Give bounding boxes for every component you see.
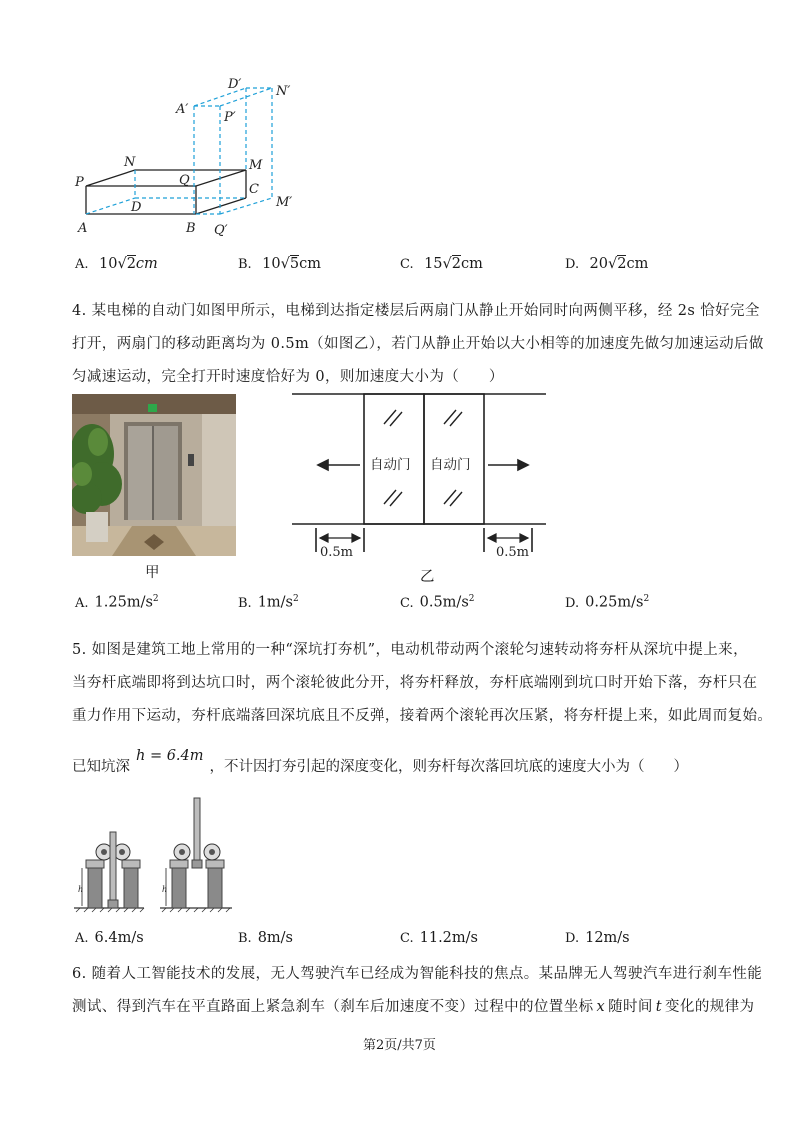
q5-option-c[interactable]: C. 11.2m/s	[400, 930, 478, 946]
label-n-prime: N′	[276, 84, 291, 99]
sqrt-symbol: √	[117, 256, 127, 272]
q3-option-c[interactable]: C. 15√2cm	[400, 256, 483, 272]
label-q: Q	[179, 173, 190, 188]
caption-jia: 甲	[145, 565, 160, 581]
q5-option-b[interactable]: B. 8m/s	[238, 930, 293, 946]
page-footer: 第2页/共7页	[363, 1038, 436, 1053]
label-c: C	[249, 182, 259, 197]
sqrt-symbol: √	[608, 256, 618, 272]
label-d-prime: D′	[228, 77, 242, 92]
q4-option-d[interactable]: D. $0.25m/s^2$	[565, 594, 650, 611]
q3-option-d[interactable]: D. 20√2cm	[565, 256, 649, 272]
label-a: A	[78, 221, 88, 236]
door-diagram	[290, 388, 550, 560]
q3-option-a[interactable]: A. 10√2cm	[75, 256, 158, 272]
sqrt-symbol: √	[442, 256, 452, 272]
q5-option-d[interactable]: D. 12m/s	[565, 930, 630, 946]
q4-option-c[interactable]: C. $0.5m/s^2$	[400, 594, 475, 611]
label-p: P	[75, 175, 84, 190]
q4-option-b[interactable]: B. $1m/s^2$	[238, 594, 299, 611]
rammer-figure	[72, 792, 242, 914]
h-label-right: h	[162, 885, 168, 894]
q5-option-a[interactable]: A. 6.4m/s	[75, 930, 144, 946]
door-label-right: 自动门	[430, 457, 471, 473]
dim-label-left: 0.5m	[320, 545, 354, 560]
q6-stem: 6. 随着人工智能技术的发展，无人驾驶汽车已经成为智能科技的焦点。某品牌无人驾驶汽车进行刹车性能 测试、得到汽车在平直路面上紧急刹车（刹车后加速度不变）过程中的位置坐标 x 随时间 t 变化的规律为	[72, 966, 763, 1015]
q3-option-b[interactable]: B. 10√5cm	[238, 256, 321, 272]
caption-yi: 乙	[420, 569, 435, 585]
label-m-prime: M′	[276, 195, 293, 210]
q5-line4: 已知坑深h = 6.4m，不计因打夯引起的深度变化，则夯杆每次落回坑底的速度大小为（ ）	[72, 748, 689, 775]
h-label-left: h	[78, 885, 84, 894]
elevator-photo	[72, 394, 236, 556]
label-n: N	[124, 155, 136, 170]
dim-label-right: 0.5m	[496, 545, 530, 560]
q4-stem: 4. 某电梯的自动门如图甲所示，电梯到达指定楼层后两扇门从静止开始同时向两侧平移，经 2s 恰好完全 打开，两扇门的移动距离均为 0.5m（如图乙），若门从静止开始以大小相等的加速度先做匀加速运动后做 匀减速运动，完全打开时速度恰好为 0，则加速度大小为（ ）	[72, 303, 764, 385]
label-a-prime: A′	[176, 102, 189, 117]
label-b: B	[186, 221, 196, 236]
label-q-prime: Q′	[214, 223, 228, 238]
door-label-left: 自动门	[370, 457, 411, 473]
depth-formula: h = 6.4m	[136, 748, 204, 764]
cuboid-figure	[70, 72, 310, 242]
q4-option-a[interactable]: A. $1.25m/s^2$	[75, 594, 159, 611]
label-p-prime: P′	[224, 110, 236, 125]
label-m: M	[249, 158, 263, 173]
sqrt-symbol: √	[280, 256, 290, 272]
label-d: D	[131, 200, 142, 215]
q5-stem: 5. 如图是建筑工地上常用的一种“深坑打夯机”，电动机带动两个滚轮匀速转动将夯杆从深坑中提上来， 当夯杆底端即将到达坑口时，两个滚轮彼此分开，将夯杆释放，夯杆底端刚到坑口时开始下落，夯杆只在 重力作用下运动，夯杆底端落回深坑底且不反弹，接着两个滚轮再次压紧，将夯杆提上来，如此周而复始。	[72, 642, 773, 724]
